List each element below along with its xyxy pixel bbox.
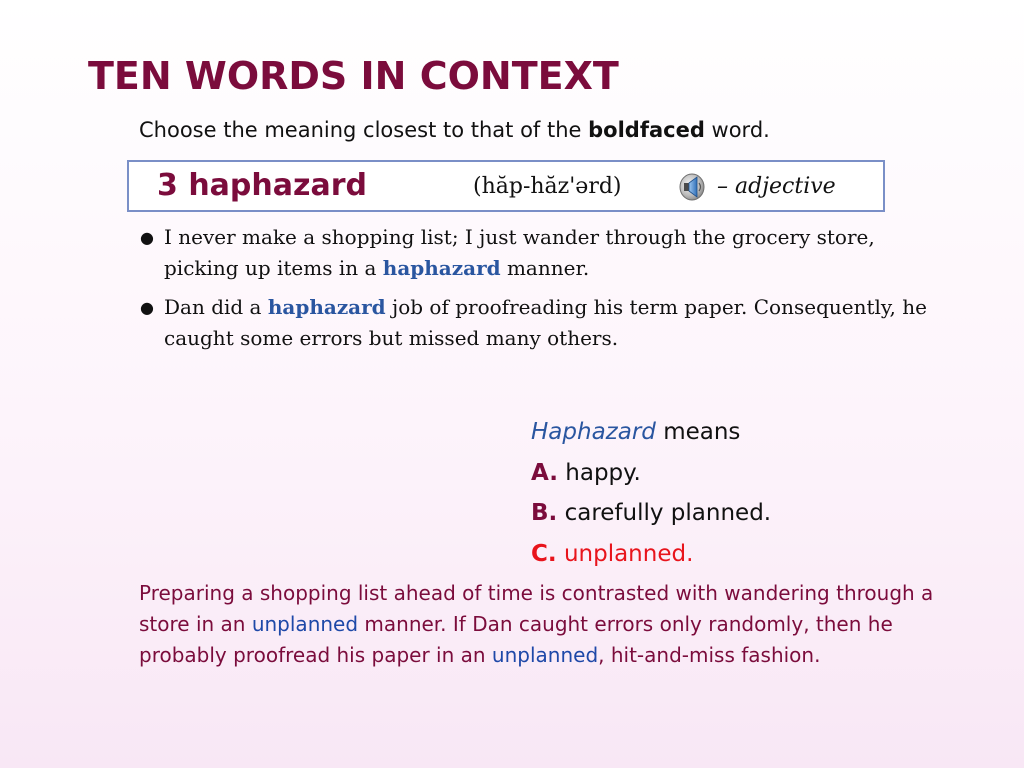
choice-letter: C. — [531, 540, 557, 567]
choice-letter: A. — [531, 459, 558, 486]
bullet-icon: ● — [140, 298, 154, 317]
explanation-text: manner. If Dan caught errors only randomly, then he probably proofread his paper in an — [139, 612, 893, 667]
question-target-word: Haphazard — [531, 419, 656, 445]
example-text-end: manner. — [500, 256, 590, 280]
choice-text: carefully planned. — [564, 500, 772, 526]
speaker-icon[interactable] — [677, 172, 707, 202]
vocabulary-word-box — [127, 160, 885, 212]
instructions-text: Choose the meaning closest to that of the — [139, 118, 589, 142]
instructions-text-end: word. — [704, 118, 770, 142]
bullet-icon: ● — [140, 228, 154, 247]
pronunciation: (hăp-hăz'ərd) — [473, 174, 622, 199]
question-prompt — [531, 412, 771, 453]
example-text-end: job of proofreading his term paper. Consequently, he caught some errors but missed many others. — [164, 295, 927, 350]
explanation — [139, 578, 939, 671]
instructions — [139, 118, 770, 142]
example-sentences — [140, 222, 930, 362]
explanation-text: Preparing a shopping list ahead of time is contrasted with wandering through a store in an — [139, 581, 934, 636]
choice-text: happy. — [565, 459, 641, 486]
choice-a[interactable] — [531, 453, 771, 494]
example-sentence — [140, 222, 930, 284]
instructions-bold-word: boldfaced — [588, 118, 705, 142]
choice-letter: B. — [531, 500, 558, 526]
part-of-speech: – adjective — [717, 174, 836, 199]
example-keyword: haphazard — [267, 295, 386, 319]
choice-text: unplanned. — [563, 540, 694, 567]
choice-b[interactable] — [531, 493, 771, 534]
example-text: I never make a shopping list; I just wander through the grocery store, picking up items in a — [164, 225, 875, 280]
example-keyword: haphazard — [382, 256, 501, 280]
explanation-highlight: unplanned — [491, 643, 599, 667]
example-text: Dan did a — [164, 295, 268, 319]
question-block — [531, 412, 771, 574]
choice-c-correct[interactable] — [531, 534, 771, 575]
explanation-text-end: , hit-and-miss fashion. — [598, 643, 821, 667]
question-prompt-text: means — [655, 419, 741, 445]
example-sentence — [140, 292, 930, 354]
slide-title: TEN WORDS IN CONTEXT — [88, 54, 619, 98]
vocabulary-word: 3 haphazard — [157, 168, 367, 203]
explanation-highlight: unplanned — [251, 612, 359, 636]
